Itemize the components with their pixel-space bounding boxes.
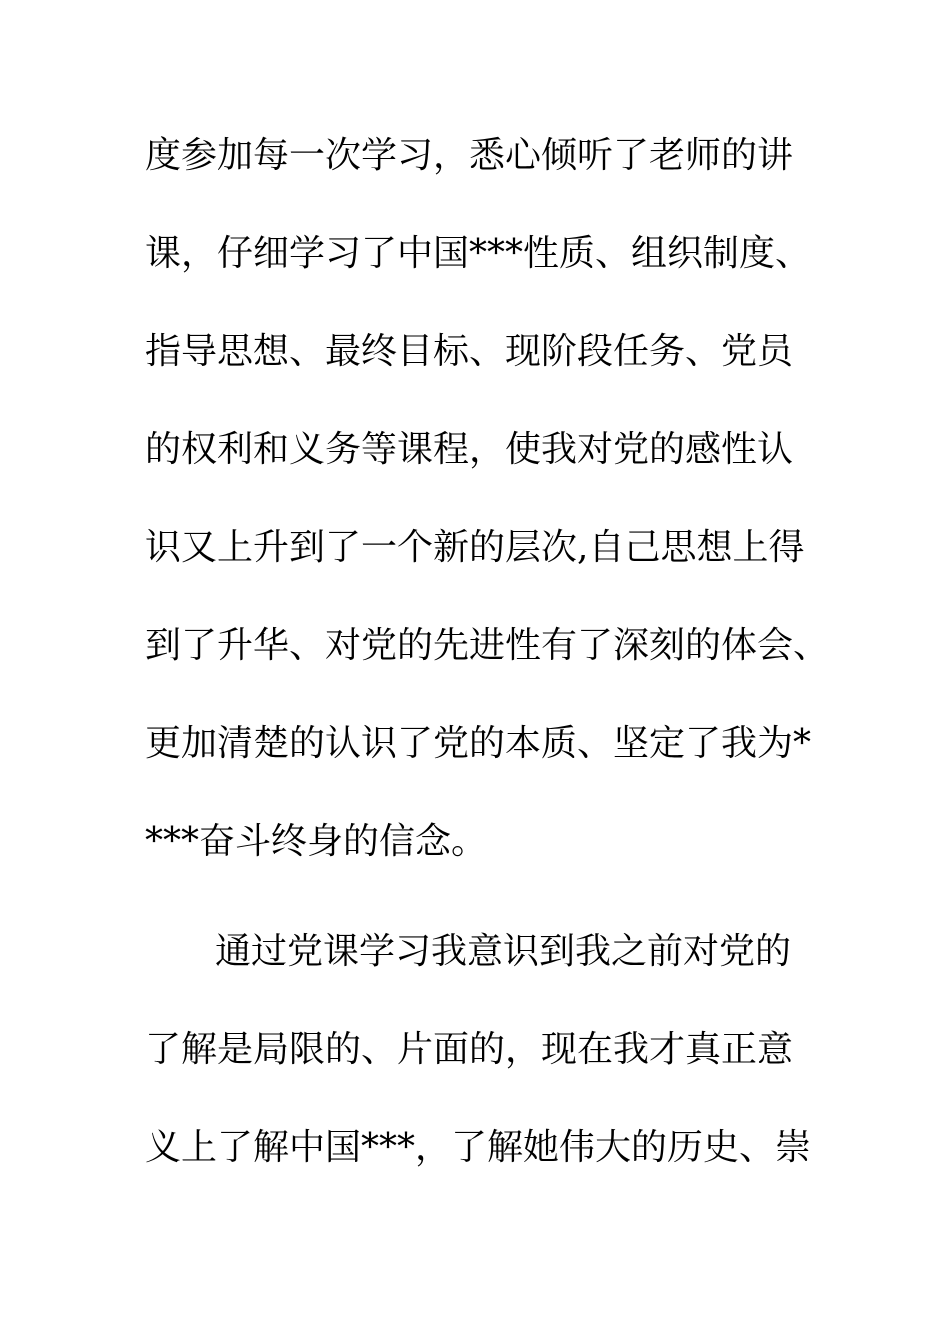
paragraph-2-line-2: 了解是局限的、片面的，现在我才真正意 (145, 1029, 794, 1070)
paragraph-1-line-7: 更加清楚的认识了党的本质、坚定了我为* (145, 723, 812, 764)
paragraph-1-line-6: 到了升华、对党的先进性有了深刻的体会、 (145, 625, 830, 666)
paragraph-1-line-2: 课，仔细学习了中国***性质、组织制度、 (145, 233, 812, 274)
paragraph-2-line-3: 义上了解中国***，了解她伟大的历史、崇 (145, 1127, 812, 1168)
paragraph-1-line-3: 指导思想、最终目标、现阶段任务、党员 (145, 331, 794, 372)
paragraph-1-line-8: ***奋斗终身的信念。 (145, 821, 488, 862)
paragraph-1-line-4: 的权利和义务等课程，使我对党的感性认 (145, 429, 794, 470)
paragraph-1-line-5: 识又上升到了一个新的层次,自己思想上得 (145, 527, 805, 568)
paragraph-2-line-1: 通过党课学习我意识到我之前对党的 (215, 931, 792, 972)
paragraph-1-line-1: 度参加每一次学习，悉心倾听了老师的讲 (145, 135, 794, 176)
